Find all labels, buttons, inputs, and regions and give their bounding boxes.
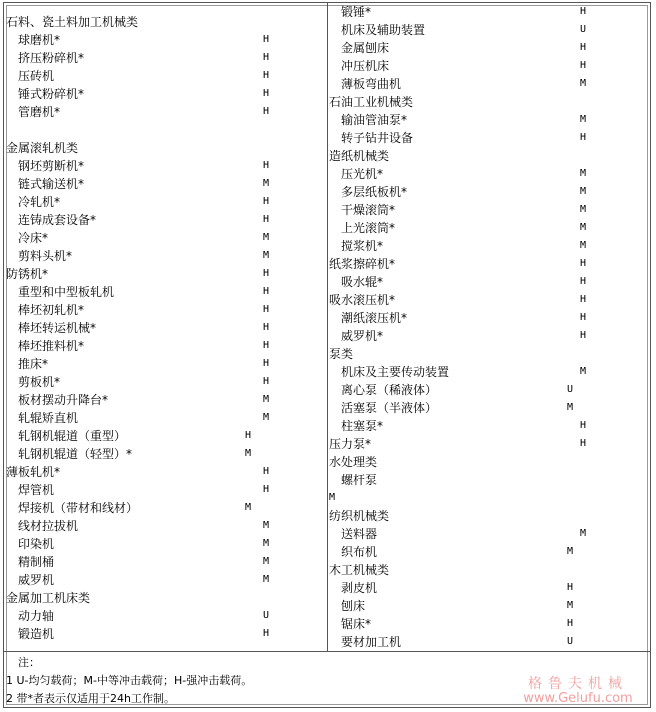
list-item-label: 石料、瓷土料加工机械类 <box>6 15 139 29</box>
load-class-code: H <box>263 340 270 351</box>
load-class-code: M <box>567 600 574 611</box>
load-class-code: M <box>580 168 587 179</box>
list-item-label: 锤式粉碎机* <box>18 87 85 101</box>
load-class-code: H <box>263 304 270 315</box>
list-item-label: 威罗机* <box>341 329 384 343</box>
list-item-label: 薄板弯曲机 <box>341 77 402 91</box>
list-item-label: 挤压粉碎机* <box>18 51 85 65</box>
watermark <box>505 676 651 706</box>
load-class-code: U <box>567 384 574 395</box>
list-item-label: 棒坯转运机械* <box>18 321 97 335</box>
load-class-code: H <box>580 438 587 449</box>
load-class-code: H <box>263 214 270 225</box>
load-class-code: M <box>580 366 587 377</box>
list-item-label: 焊接机（带材和线材） <box>18 501 139 515</box>
watermark-name: 格鲁夫机械 <box>528 676 628 692</box>
list-item-label: 连铸成套设备* <box>18 213 97 227</box>
list-item-label: 薄板轧机* <box>6 465 61 479</box>
list-item-label: 活塞泵（半液体） <box>341 401 438 415</box>
load-class-code: H <box>580 330 587 341</box>
list-item-label: 管磨机* <box>18 105 61 119</box>
list-item-label: 上光滚筒* <box>341 221 396 235</box>
load-class-code: H <box>263 88 270 99</box>
load-class-code: M <box>567 546 574 557</box>
load-class-code: H <box>580 276 587 287</box>
list-item-label: 动力轴 <box>18 609 55 623</box>
list-item-label: 干燥滚筒* <box>341 203 396 217</box>
list-item-label: 金属加工机床类 <box>6 591 91 605</box>
load-class-code: M <box>580 204 587 215</box>
list-item-label: 搅浆机* <box>341 239 384 253</box>
load-class-code: H <box>263 484 270 495</box>
list-item-label: 机床及辅助装置 <box>341 23 426 37</box>
list-item-label: 金属刨床 <box>341 41 390 55</box>
load-class-code: M <box>263 250 270 261</box>
load-class-code: M <box>580 240 587 251</box>
load-class-code: M <box>245 502 252 513</box>
list-item-label: 金属滚轧机类 <box>6 141 79 155</box>
load-class-code: H <box>263 268 270 279</box>
list-item-label: 冷床* <box>18 231 49 245</box>
list-item-label: 转子钻井设备 <box>341 131 414 145</box>
notes-title: 注： <box>18 656 40 669</box>
list-item-label: 潮纸滚压机* <box>341 311 408 325</box>
load-class-code: H <box>263 34 270 45</box>
list-item-label: 柱塞泵* <box>341 419 384 433</box>
list-item-label: 离心泵（稀液体） <box>341 383 438 397</box>
load-class-code: M <box>263 178 270 189</box>
list-item-label: 泵类 <box>329 347 354 361</box>
load-class-code: U <box>263 610 270 621</box>
list-item-label: 螺杆泵 <box>341 473 378 487</box>
load-class-code: M <box>580 222 587 233</box>
list-item-label: 水处理类 <box>329 455 378 469</box>
load-class-code: M <box>580 186 587 197</box>
list-item-label: 锻造机 <box>18 627 55 641</box>
list-item-label: 刨床 <box>341 599 366 613</box>
list-item-label: 线材拉拔机 <box>18 519 79 533</box>
list-item-label: 冲压机床 <box>341 59 390 73</box>
list-item-label: 机床及主要传动装置 <box>341 365 450 379</box>
list-item-label: 纺织机械类 <box>329 509 390 523</box>
load-class-code: M <box>580 78 587 89</box>
list-item-label: 织布机 <box>341 545 378 559</box>
load-class-code: M <box>567 402 574 413</box>
notes-divider <box>3 651 651 652</box>
list-item-label: 推床* <box>18 357 49 371</box>
load-class-code: U <box>567 636 574 647</box>
load-class-code: H <box>245 430 252 441</box>
list-item-label: 剪料头机* <box>18 249 73 263</box>
list-item-label: 输油管油泵* <box>341 113 408 127</box>
list-item-label: 球磨机* <box>18 33 61 47</box>
load-class-code: H <box>263 628 270 639</box>
list-item-label: 多层纸板机* <box>341 185 408 199</box>
list-item-label: 轧钢机辊道（轻型）* <box>18 447 133 461</box>
list-item-label: 棒坯初轧机* <box>18 303 85 317</box>
load-class-code: M <box>263 538 270 549</box>
load-class-code: M <box>580 114 587 125</box>
list-item-label: 轧钢机辊道（重型） <box>18 429 127 443</box>
load-class-code: M <box>263 232 270 243</box>
load-class-code: H <box>263 466 270 477</box>
column-divider <box>327 2 328 651</box>
list-item-label: 防锈机* <box>6 267 49 281</box>
list-item-label: 压光机* <box>341 167 384 181</box>
load-class-code: M <box>263 556 270 567</box>
list-item-label: 印染机 <box>18 537 55 551</box>
list-item-label: 压砖机 <box>18 69 55 83</box>
list-item-label: 锯床* <box>341 617 372 631</box>
load-class-code: M <box>263 394 270 405</box>
list-item-label: 要材加工机 <box>341 635 402 649</box>
load-class-code: H <box>263 52 270 63</box>
load-class-code: M <box>580 528 587 539</box>
load-class-code: H <box>263 358 270 369</box>
load-class-code: H <box>580 312 587 323</box>
load-class-code: H <box>567 582 574 593</box>
list-item-label: 棒坯推料机* <box>18 339 85 353</box>
list-item-label: 钢坯剪断机* <box>18 159 85 173</box>
list-item-label: 剥皮机 <box>341 581 378 595</box>
list-item-label: 纸浆擦碎机* <box>329 257 396 271</box>
load-class-code: H <box>580 420 587 431</box>
notes-line-2: 2 带*者表示仅适用于24h工作制。 <box>6 692 175 705</box>
notes-line-1: 1 U-均匀载荷；M-中等冲击载荷；H-强冲击载荷。 <box>6 674 253 687</box>
list-item-label: 吸水滚压机* <box>329 293 396 307</box>
load-class-code: M <box>245 448 252 459</box>
list-item-label: 锻锤* <box>341 5 372 19</box>
load-class-code: H <box>580 132 587 143</box>
list-item-label: 链式输送机* <box>18 177 85 191</box>
list-item-label: 造纸机械类 <box>329 149 390 163</box>
load-class-code: U <box>580 24 587 35</box>
list-item-label: 冷轧机* <box>18 195 61 209</box>
load-class-code: H <box>580 258 587 269</box>
list-item-label: 木工机械类 <box>329 563 390 577</box>
list-item-label: 剪板机* <box>18 375 61 389</box>
load-class-code: H <box>263 106 270 117</box>
load-class-code: H <box>263 196 270 207</box>
load-class-code: H <box>263 286 270 297</box>
load-class-code: H <box>580 42 587 53</box>
load-class-code: H <box>263 160 270 171</box>
load-class-code: H <box>263 376 270 387</box>
list-item-label: 石油工业机械类 <box>329 95 414 109</box>
watermark-url: www.Gelufu.com <box>523 691 633 706</box>
load-class-code: H <box>567 618 574 629</box>
load-class-code: H <box>580 6 587 17</box>
list-item-label: 精制桶 <box>18 555 55 569</box>
list-item-label: 吸水辊* <box>341 275 384 289</box>
load-class-code: M <box>263 520 270 531</box>
load-class-code: H <box>580 60 587 71</box>
list-item-label: 板材摆动升降台* <box>18 393 109 407</box>
list-item-label: 焊管机 <box>18 483 55 497</box>
load-class-code: M <box>263 412 270 423</box>
list-item-label: 送料器 <box>341 527 378 541</box>
list-item-label: 重型和中型板轧机 <box>18 285 115 299</box>
load-class-code: H <box>263 322 270 333</box>
load-class-code: M <box>263 574 270 585</box>
load-class-code: M <box>329 492 336 503</box>
load-class-code: H <box>263 70 270 81</box>
list-item-label: 压力泵* <box>329 437 372 451</box>
load-class-code: H <box>580 294 587 305</box>
list-item-label: 轧辊矫直机 <box>18 411 79 425</box>
list-item-label: 威罗机 <box>18 573 55 587</box>
